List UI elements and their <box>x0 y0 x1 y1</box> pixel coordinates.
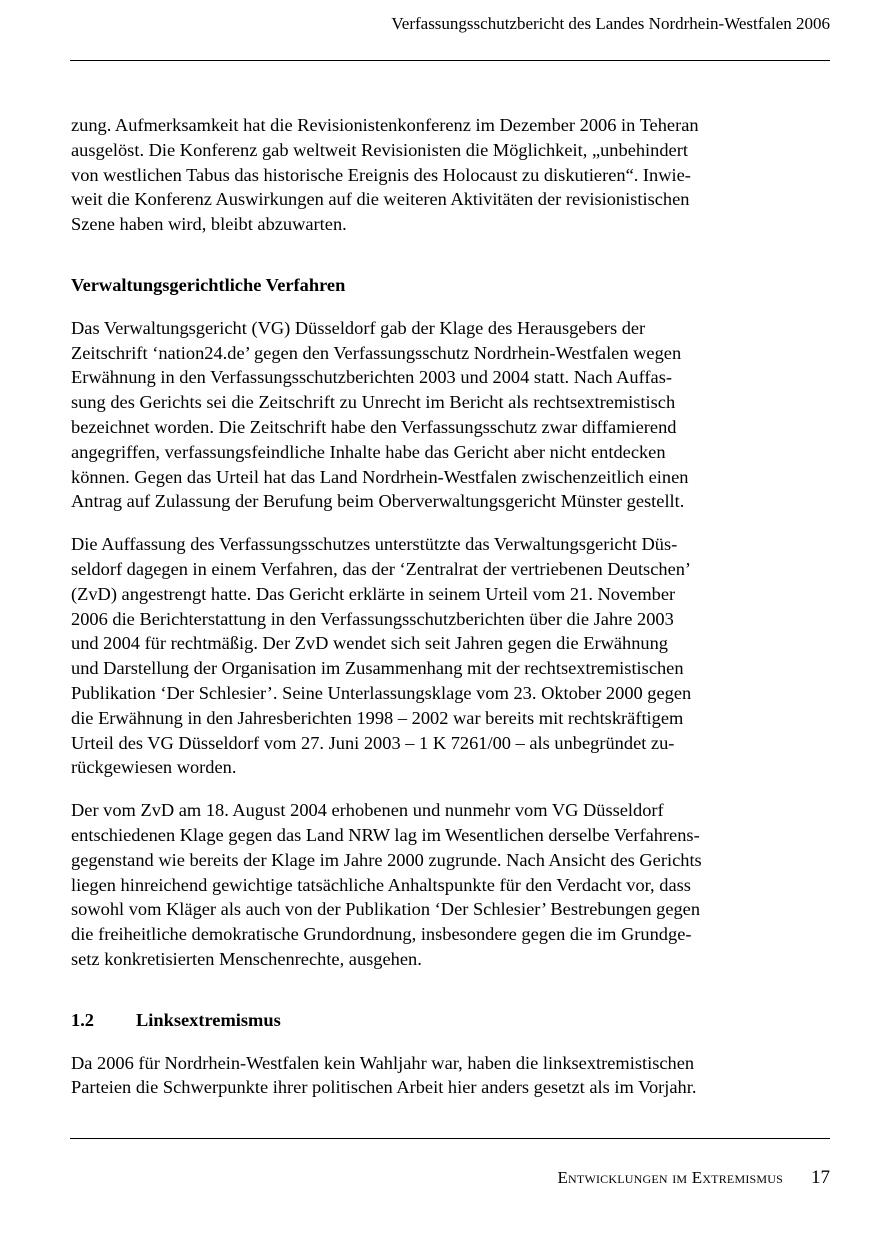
text-line: gegenstand wie bereits der Klage im Jahre 2000 zugrunde. Nach Ansicht des Gerichts <box>71 849 702 870</box>
text-line: rückgewiesen worden. <box>71 757 237 778</box>
heading-administrative-court-proceedings: Verwaltungsgerichtliche Verfahren <box>71 274 346 295</box>
text-line: sowohl vom Kläger als auch von der Publikation ‘Der Schlesier’ Bestrebungen gegen <box>71 899 701 920</box>
section-number: 1.2 <box>71 1009 94 1030</box>
text-line: können. Gegen das Urteil hat das Land Nordrhein-Westfalen zwischenzeitlich einen <box>71 466 689 487</box>
text-line: die Erwähnung in den Jahresberichten 1998 – 2002 war bereits mit rechtskräftigem <box>71 707 684 728</box>
paragraph-revisionist-conference <box>71 113 791 237</box>
paragraph-zvd-case <box>71 532 791 780</box>
running-title: Verfassungsschutzbericht des Landes Nordrhein-Westfalen 2006 <box>391 14 830 33</box>
paragraph-nation24-case <box>71 316 791 514</box>
text-line: Das Verwaltungsgericht (VG) Düsseldorf gab der Klage des Herausgebers der <box>71 317 646 338</box>
text-line: und Darstellung der Organisation im Zusammenhang mit der rechtsextremistischen <box>71 658 684 679</box>
section-title: Linksextremismus <box>136 1009 281 1030</box>
text-line: Erwähnung in den Verfassungsschutzberichten 2003 und 2004 statt. Nach Auffas- <box>71 367 672 388</box>
page-number: 17 <box>811 1167 830 1188</box>
text-line: setz konkretisierten Menschenrechte, ausgehen. <box>71 948 422 969</box>
text-line: Zeitschrift ‘nation24.de’ gegen den Verfassungsschutz Nordrhein-Westfalen wegen <box>71 342 682 363</box>
text-line: seldorf dagegen in einem Verfahren, das der ‘Zentralrat der vertriebenen Deutschen’ <box>71 558 692 579</box>
text-line: ausgelöst. Die Konferenz gab weltweit Revisionisten die Möglichkeit, „unbehindert <box>71 139 688 160</box>
page-body <box>71 113 791 1100</box>
text-line: entschiedenen Klage gegen das Land NRW lag im Wesentlichen derselbe Verfahrens- <box>71 824 700 845</box>
text-line: Der vom ZvD am 18. August 2004 erhobenen und nunmehr vom VG Düsseldorf <box>71 800 664 821</box>
text-line: sung des Gerichts sei die Zeitschrift zu Unrecht im Bericht als rechtsextremistisch <box>71 392 676 413</box>
text-line: die freiheitliche demokratische Grundordnung, insbesondere gegen die im Grundge- <box>71 924 692 945</box>
section-heading-left-extremism <box>71 1008 791 1033</box>
text-line: (ZvD) angestrengt hatte. Das Gericht erklärte in seinem Urteil vom 21. November <box>71 583 676 604</box>
text-line: Da 2006 für Nordrhein-Westfalen kein Wahljahr war, haben die linksextremistischen <box>71 1052 695 1073</box>
header-rule <box>70 60 830 61</box>
text-line: Parteien die Schwerpunkte ihrer politischen Arbeit hier anders gesetzt als im Vorjahr. <box>71 1077 697 1098</box>
paragraph-left-extremism-intro <box>71 1051 791 1101</box>
paragraph-zvd-lawsuit-2004 <box>71 798 791 972</box>
text-line: und 2004 für rechtmäßig. Der ZvD wendet sich seit Jahren gegen die Erwähnung <box>71 633 669 654</box>
footer-rule <box>70 1138 830 1139</box>
text-line: von westlichen Tabus das historische Ereignis des Holocaust zu diskutieren“. Inwie- <box>71 164 691 185</box>
text-line: Urteil des VG Düsseldorf vom 27. Juni 2003 – 1 K 7261/00 – als unbegründet zu- <box>71 732 675 753</box>
text-line: weit die Konferenz Auswirkungen auf die weiteren Aktivitäten der revisionistischen <box>71 189 690 210</box>
text-line: Die Auffassung des Verfassungsschutzes unterstützte das Verwaltungsgericht Düs- <box>71 534 678 555</box>
page-footer <box>557 1166 830 1190</box>
text-line: zung. Aufmerksamkeit hat die Revisionistenkonferenz im Dezember 2006 in Teheran <box>71 115 699 135</box>
text-line: angegriffen, verfassungsfeindliche Inhalte habe das Gericht aber nicht entdecken <box>71 441 666 462</box>
text-line: Szene haben wird, bleibt abzuwarten. <box>71 214 347 235</box>
chapter-title: Entwicklungen im Extremismus <box>557 1168 783 1187</box>
text-line: 2006 die Berichterstattung in den Verfassungsschutzberichten über die Jahre 2003 <box>71 608 674 629</box>
text-line: Publikation ‘Der Schlesier’. Seine Unterlassungsklage vom 23. Oktober 2000 gegen <box>71 682 692 703</box>
text-line: liegen hinreichend gewichtige tatsächliche Anhaltspunkte für den Verdacht vor, dass <box>71 874 691 895</box>
text-line: Antrag auf Zulassung der Berufung beim Oberverwaltungsgericht Münster gestellt. <box>71 491 685 512</box>
text-line: bezeichnet worden. Die Zeitschrift habe den Verfassungsschutz zwar diffamierend <box>71 416 677 437</box>
